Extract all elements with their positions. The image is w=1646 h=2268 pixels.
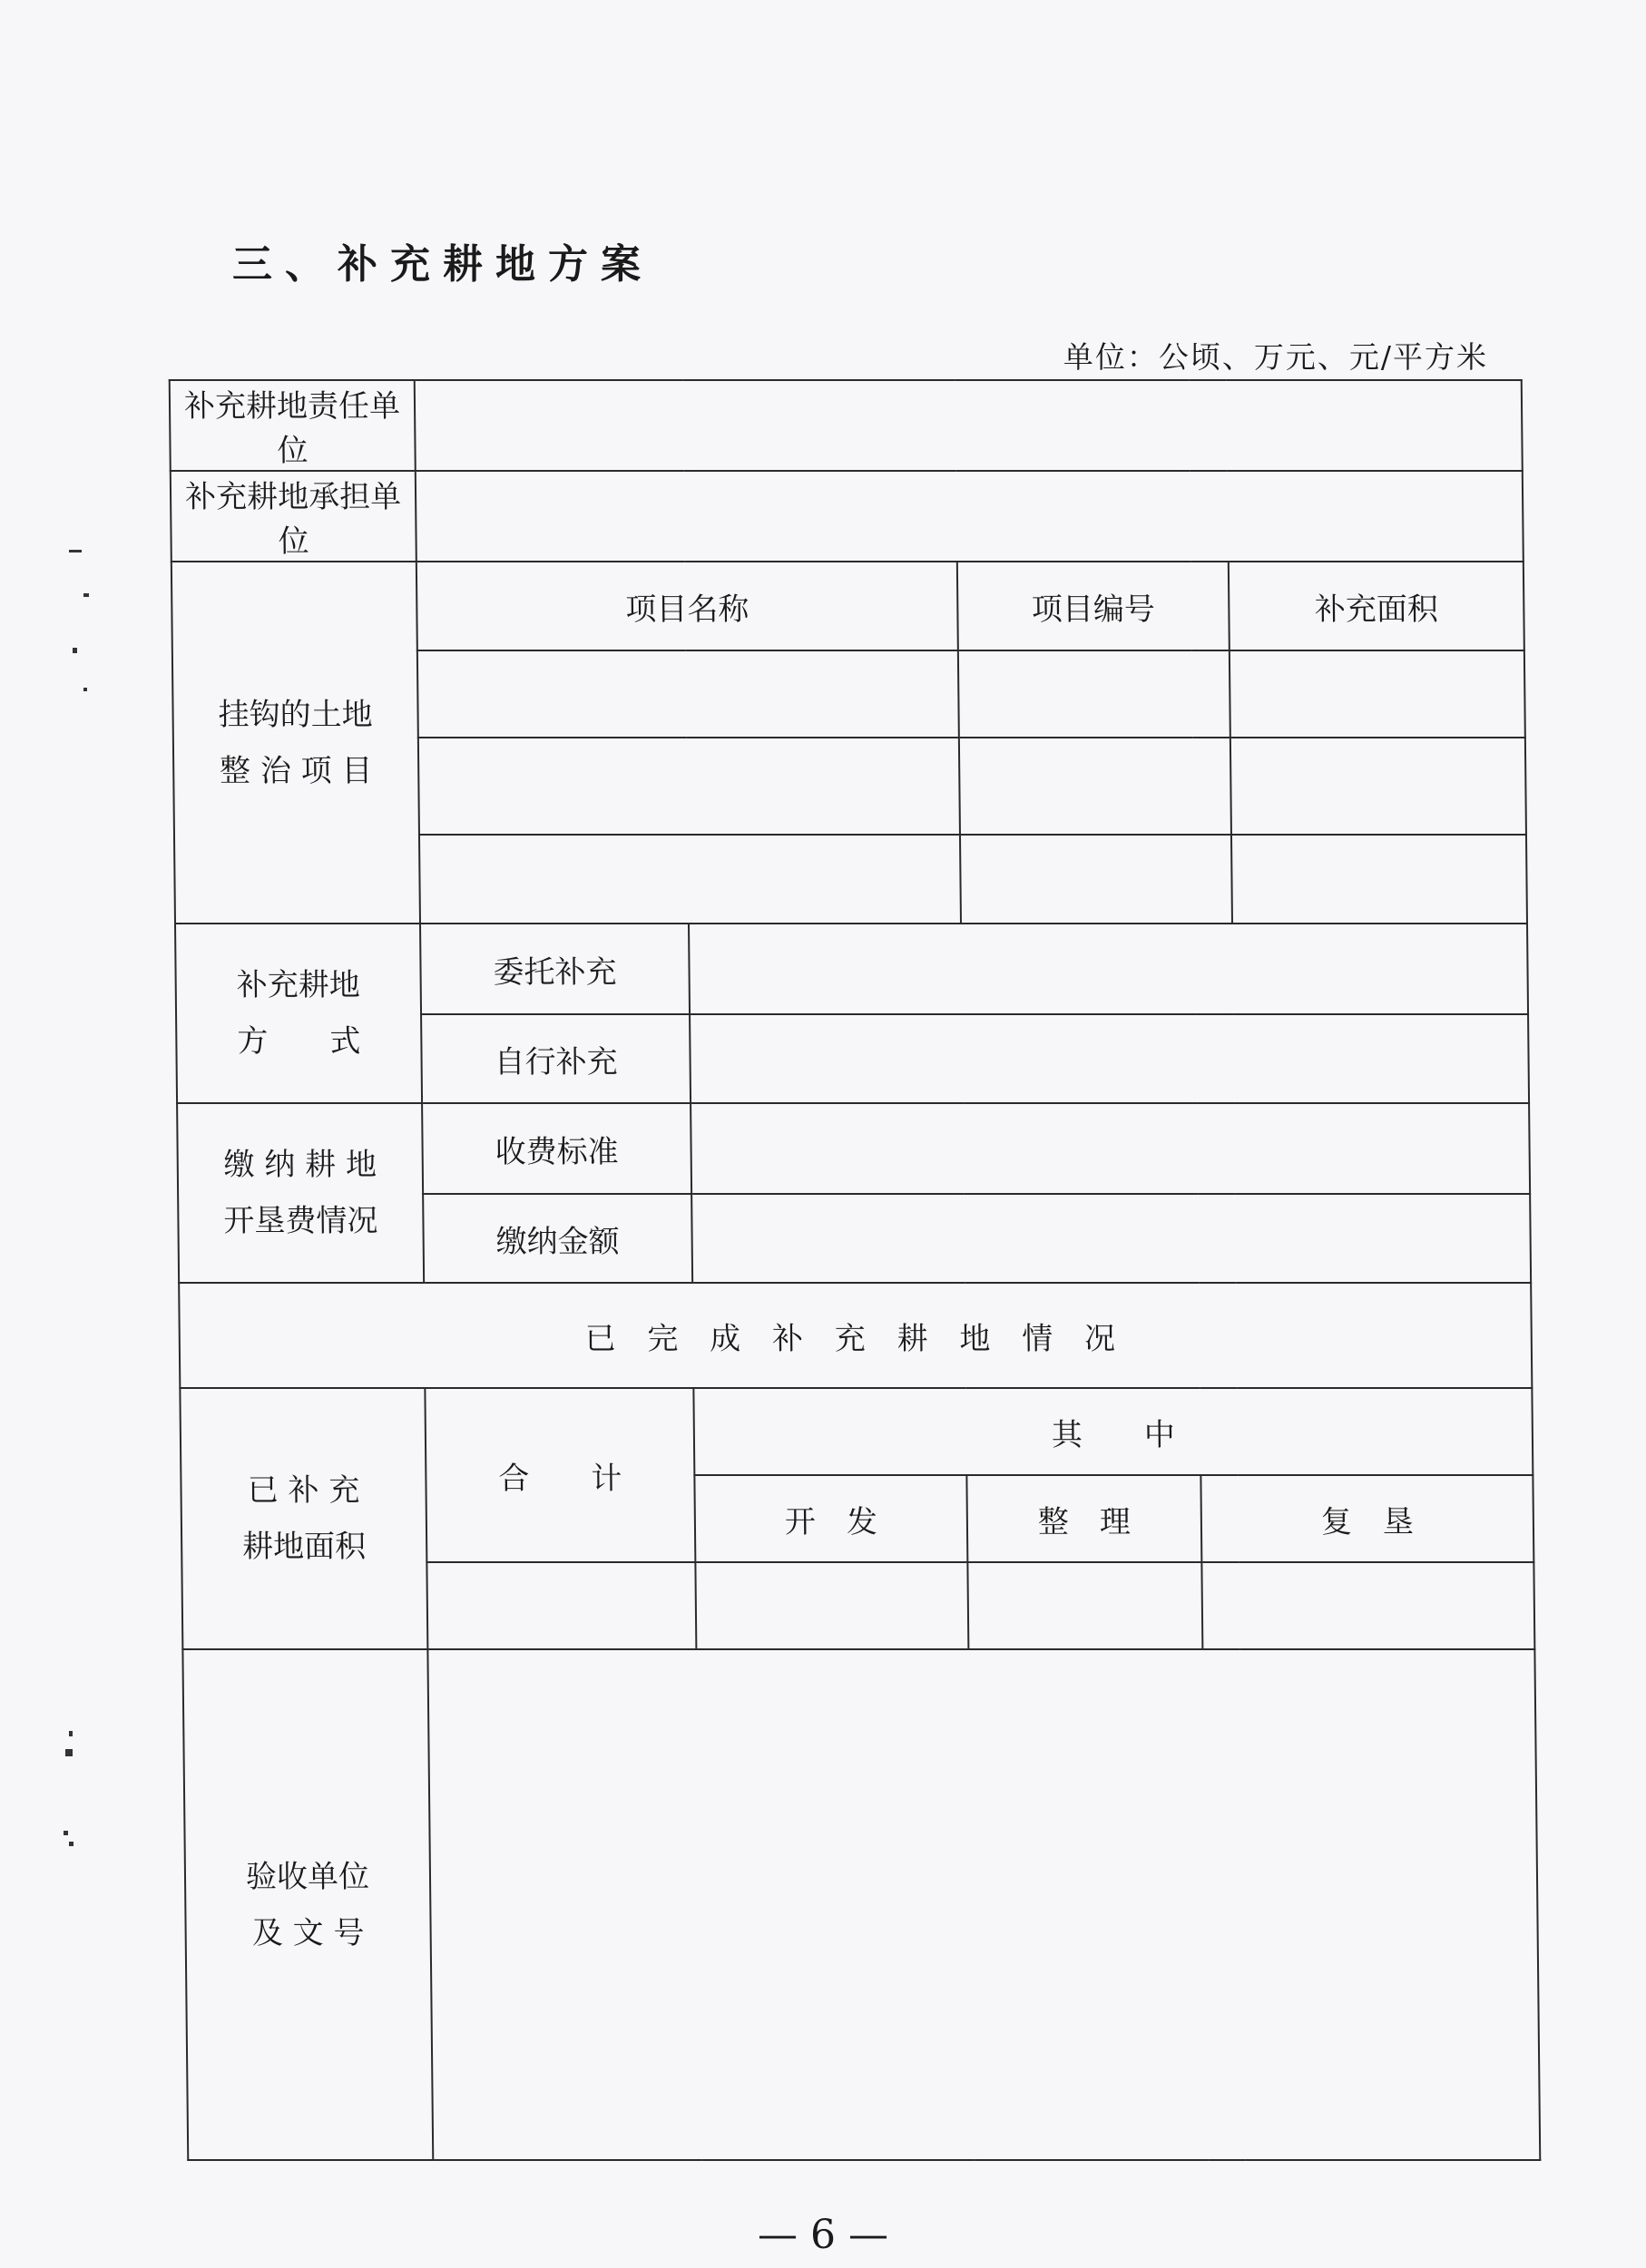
development-cell[interactable] (695, 1562, 968, 1649)
farmland-supplement-form (169, 379, 1542, 2161)
completed-area-label (180, 1388, 427, 1649)
linked-projects-label-line2: 整 治 项 目 (219, 752, 373, 789)
consolidation-header: 整 理 (966, 1475, 1201, 1562)
margin-mark (83, 593, 89, 597)
supplement-area-header: 补充面积 (1229, 562, 1524, 650)
method-label (175, 924, 422, 1103)
supplement-area-cell[interactable] (1230, 650, 1525, 738)
self-supplement-field[interactable] (690, 1014, 1529, 1103)
fee-label (177, 1103, 424, 1283)
completed-area-label-line1: 已 补 充 (247, 1472, 360, 1509)
linked-projects-label (171, 562, 420, 924)
project-name-cell[interactable] (418, 738, 960, 835)
project-code-header: 项目编号 (957, 562, 1230, 650)
method-label-line2: 方 式 (237, 1023, 361, 1060)
acceptance-label-line1: 验收单位 (245, 1858, 370, 1895)
margin-mark (64, 1831, 68, 1835)
linked-projects-label-line1: 挂钩的土地 (218, 696, 373, 733)
fee-standard-label: 收费标准 (422, 1103, 691, 1194)
fee-amount-label: 缴纳金额 (423, 1194, 692, 1283)
project-name-cell[interactable] (419, 835, 961, 924)
fee-label-line1: 缴 纳 耕 地 (223, 1147, 377, 1183)
entrusted-supplement-label: 委托补充 (420, 924, 690, 1014)
undertaking-unit-field[interactable] (416, 471, 1524, 562)
margin-mark (83, 688, 87, 691)
page-number: — 6 — (758, 2212, 888, 2258)
fee-standard-field[interactable] (691, 1103, 1530, 1194)
margin-mark (69, 1731, 73, 1736)
project-code-cell[interactable] (958, 650, 1230, 738)
method-label-line1: 补充耕地 (236, 967, 360, 1003)
acceptance-label-line2: 及 文 号 (251, 1914, 365, 1951)
acceptance-field[interactable] (427, 1649, 1540, 2160)
project-name-cell[interactable] (417, 650, 959, 738)
self-supplement-label: 自行补充 (421, 1014, 691, 1103)
fee-label-line2: 开垦费情况 (223, 1203, 378, 1239)
reclamation-header: 复 垦 (1200, 1475, 1533, 1562)
among-header: 其 中 (693, 1388, 1533, 1475)
completed-area-label-line2: 耕地面积 (241, 1529, 367, 1565)
margin-mark (65, 1749, 73, 1756)
reclamation-cell[interactable] (1201, 1562, 1534, 1649)
supplement-area-cell[interactable] (1230, 738, 1526, 835)
total-cell[interactable] (426, 1562, 696, 1649)
margin-mark (69, 1842, 73, 1846)
entrusted-supplement-field[interactable] (689, 924, 1528, 1014)
project-code-cell[interactable] (959, 738, 1231, 835)
responsible-unit-label: 补充耕地责任单位 (170, 380, 416, 471)
margin-mark (69, 550, 82, 552)
development-header: 开 发 (694, 1475, 967, 1562)
project-code-cell[interactable] (960, 835, 1232, 924)
section-heading: 三、补充耕地方案 (232, 241, 653, 288)
supplement-area-cell[interactable] (1231, 835, 1527, 924)
undertaking-unit-label: 补充耕地承担单位 (171, 471, 416, 562)
consolidation-cell[interactable] (967, 1562, 1202, 1649)
acceptance-label (182, 1649, 433, 2160)
margin-mark (73, 648, 77, 653)
project-name-header: 项目名称 (416, 562, 958, 650)
fee-amount-field[interactable] (691, 1194, 1531, 1283)
unit-note: 单位：公顷、万元、元/平方米 (1063, 339, 1488, 375)
completed-header: 已 完 成 补 充 耕 地 情 况 (179, 1283, 1532, 1388)
responsible-unit-field[interactable] (415, 380, 1523, 471)
total-header: 合 计 (425, 1388, 695, 1562)
